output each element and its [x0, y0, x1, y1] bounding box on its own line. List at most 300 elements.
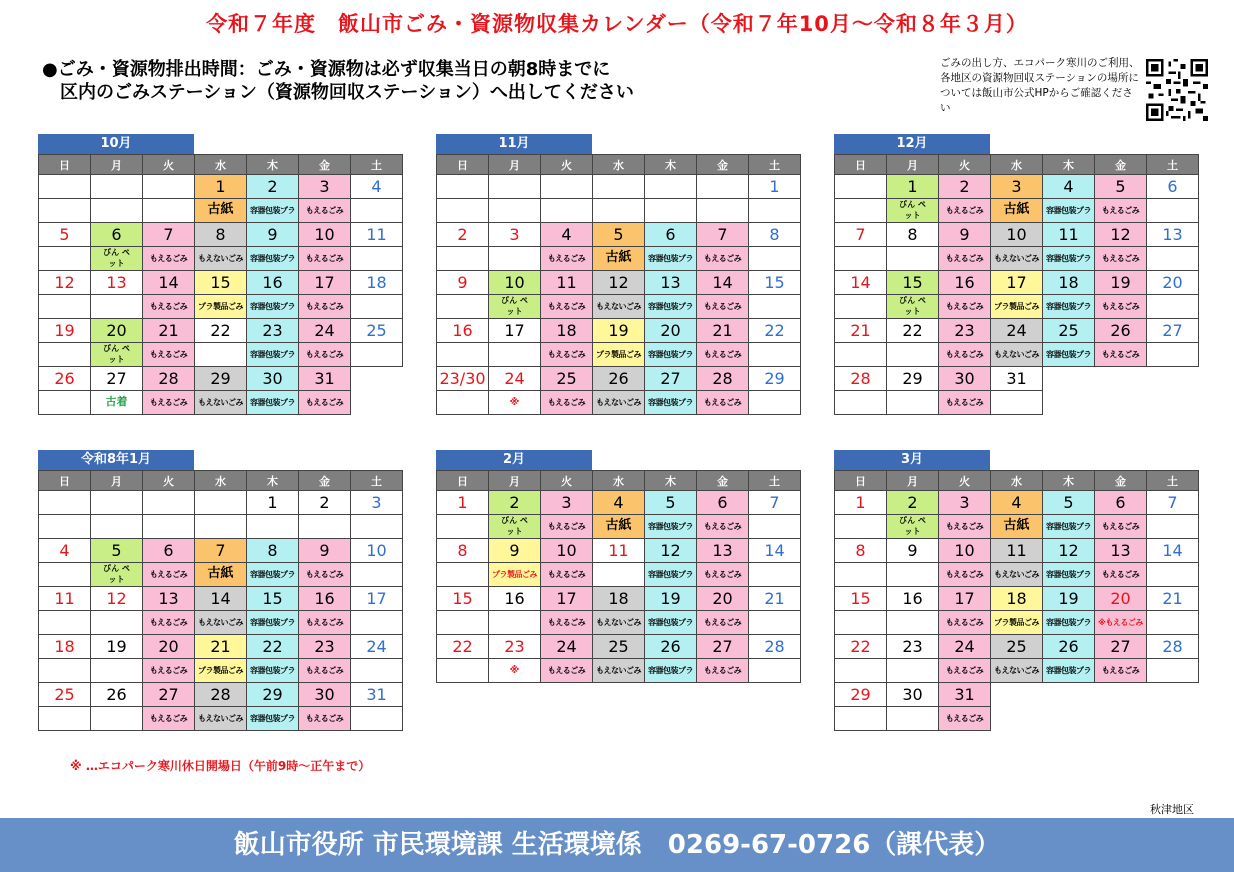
weekday-header: 土 — [749, 155, 801, 175]
collection-type: もえるごみ — [149, 713, 188, 723]
collection-label — [489, 199, 541, 223]
collection-type: 容器包装プラ — [1046, 253, 1091, 263]
weekday-header: 木 — [645, 471, 697, 491]
week-label-row — [437, 515, 801, 539]
collection-type: ※ — [509, 397, 520, 408]
collection-label — [887, 515, 939, 539]
collection-label — [1147, 247, 1199, 271]
collection-label — [143, 247, 195, 271]
collection-label — [991, 563, 1043, 587]
collection-label — [991, 247, 1043, 271]
collection-type: もえるごみ — [1101, 253, 1140, 263]
collection-type: もえるごみ — [149, 617, 188, 627]
week-label-row — [835, 391, 1199, 415]
date-cell: 12 — [1043, 539, 1095, 563]
weekday-header: 金 — [1095, 471, 1147, 491]
collection-type: もえるごみ — [945, 349, 984, 359]
weekday-header: 火 — [541, 471, 593, 491]
collection-label — [835, 391, 887, 415]
date-cell: 7 — [835, 223, 887, 247]
week-label-row — [39, 707, 403, 731]
weekday-header: 水 — [593, 471, 645, 491]
date-cell: 16 — [247, 271, 299, 295]
weekday-header: 土 — [1147, 471, 1199, 491]
date-cell: 25 — [991, 635, 1043, 659]
date-cell: 1 — [749, 175, 801, 199]
date-cell — [835, 175, 887, 199]
date-cell: 29 — [749, 367, 801, 391]
weekday-header: 木 — [1043, 471, 1095, 491]
date-cell: 13 — [697, 539, 749, 563]
date-cell: 8 — [247, 539, 299, 563]
collection-label — [541, 199, 593, 223]
collection-label — [143, 295, 195, 319]
calendar-table — [436, 154, 801, 415]
date-cell: 8 — [887, 223, 939, 247]
collection-label — [195, 659, 247, 683]
date-cell: 9 — [247, 223, 299, 247]
week-date-row — [835, 587, 1199, 611]
collection-label — [541, 563, 593, 587]
date-cell: 17 — [299, 271, 351, 295]
date-cell: 25 — [593, 635, 645, 659]
date-cell: 24 — [939, 635, 991, 659]
blank-cell — [1147, 707, 1199, 731]
collection-label — [991, 515, 1043, 539]
date-cell: 29 — [835, 683, 887, 707]
date-cell: 28 — [195, 683, 247, 707]
page-title: 令和７年度 飯山市ごみ・資源物収集カレンダー（令和７年10月～令和８年３月） — [206, 12, 1028, 36]
date-cell: 29 — [195, 367, 247, 391]
date-cell: 22 — [749, 319, 801, 343]
date-cell: 30 — [939, 367, 991, 391]
date-cell: 12 — [593, 271, 645, 295]
week-date-row — [437, 319, 801, 343]
date-cell: 4 — [593, 491, 645, 515]
collection-label — [143, 563, 195, 587]
week-date-row — [39, 319, 403, 343]
date-cell: 18 — [541, 319, 593, 343]
date-cell: 2 — [437, 223, 489, 247]
collection-label — [939, 659, 991, 683]
date-cell: 27 — [697, 635, 749, 659]
collection-label — [887, 659, 939, 683]
date-cell: 5 — [1043, 491, 1095, 515]
week-label-row — [437, 343, 801, 367]
collection-label — [541, 247, 593, 271]
date-cell — [645, 175, 697, 199]
date-cell: 27 — [91, 367, 143, 391]
collection-type: びん ペット — [899, 516, 926, 536]
collection-label — [645, 611, 697, 635]
collection-label — [351, 659, 403, 683]
collection-type: もえるごみ — [1101, 205, 1140, 215]
date-cell: 25 — [351, 319, 403, 343]
collection-label — [91, 247, 143, 271]
collection-type: もえるごみ — [703, 397, 742, 407]
collection-type: もえるごみ — [945, 521, 984, 531]
collection-type: もえるごみ — [945, 253, 984, 263]
date-cell: 19 — [39, 319, 91, 343]
week-label-row — [39, 659, 403, 683]
date-cell: 19 — [593, 319, 645, 343]
collection-label — [835, 515, 887, 539]
date-cell: 10 — [939, 539, 991, 563]
month-title: 11月 — [436, 134, 592, 154]
week-date-row — [39, 683, 403, 707]
collection-label — [91, 199, 143, 223]
date-cell: 7 — [195, 539, 247, 563]
collection-label — [835, 563, 887, 587]
date-cell: 6 — [1147, 175, 1199, 199]
week-date-row — [437, 587, 801, 611]
date-cell: 13 — [143, 587, 195, 611]
date-cell: 18 — [593, 587, 645, 611]
date-cell: 22 — [835, 635, 887, 659]
collection-type: プラ製品ごみ — [994, 301, 1039, 311]
collection-label — [1147, 659, 1199, 683]
date-cell: 2 — [489, 491, 541, 515]
calendar-table — [834, 470, 1199, 731]
collection-type: もえるごみ — [703, 521, 742, 531]
collection-label — [351, 295, 403, 319]
date-cell: 30 — [299, 683, 351, 707]
date-cell: 30 — [887, 683, 939, 707]
collection-label — [1147, 611, 1199, 635]
weekday-header: 日 — [39, 471, 91, 491]
date-cell: 24 — [489, 367, 541, 391]
collection-label — [91, 611, 143, 635]
week-label-row — [39, 343, 403, 367]
calendar-month — [38, 134, 404, 415]
week-label-row — [437, 199, 801, 223]
collection-label — [835, 247, 887, 271]
date-cell: 10 — [351, 539, 403, 563]
collection-type: プラ製品ごみ — [198, 301, 243, 311]
collection-label — [835, 343, 887, 367]
weekday-header: 火 — [143, 471, 195, 491]
collection-label — [697, 199, 749, 223]
collection-label — [697, 247, 749, 271]
collection-label — [645, 343, 697, 367]
collection-type: もえるごみ — [305, 665, 344, 675]
collection-label — [1147, 515, 1199, 539]
collection-type: もえるごみ — [547, 349, 586, 359]
collection-type: 容器包装プラ — [250, 569, 295, 579]
collection-label — [489, 247, 541, 271]
date-cell — [195, 491, 247, 515]
collection-type: 古紙 — [207, 566, 234, 581]
collection-type: もえないごみ — [596, 397, 641, 407]
date-cell — [143, 175, 195, 199]
date-cell: 2 — [939, 175, 991, 199]
website-note: ごみの出し方、エコパーク寒川のご利用、各地区の資源物回収ステーションの場所については飯山市公式HPからご確認ください — [940, 57, 1140, 114]
collection-label — [835, 199, 887, 223]
week-label-row — [835, 563, 1199, 587]
weekday-header-row — [437, 155, 801, 175]
collection-label — [437, 199, 489, 223]
date-cell: 11 — [39, 587, 91, 611]
date-cell: 25 — [1043, 319, 1095, 343]
date-cell: 7 — [749, 491, 801, 515]
collection-type: 古着 — [105, 395, 128, 408]
collection-label — [697, 659, 749, 683]
date-cell: 19 — [1043, 587, 1095, 611]
collection-label — [195, 563, 247, 587]
date-cell: 27 — [1147, 319, 1199, 343]
collection-type: 容器包装プラ — [1046, 569, 1091, 579]
collection-type: 容器包装プラ — [250, 349, 295, 359]
collection-type: 容器包装プラ — [1046, 301, 1091, 311]
blank-cell — [1095, 367, 1147, 391]
date-cell: 10 — [541, 539, 593, 563]
blank-cell — [1043, 683, 1095, 707]
collection-label — [645, 515, 697, 539]
date-cell: 13 — [91, 271, 143, 295]
date-cell: 22 — [247, 635, 299, 659]
collection-type: 容器包装プラ — [648, 397, 693, 407]
collection-label — [541, 515, 593, 539]
calendar-month — [834, 450, 1200, 731]
blank-cell — [1043, 391, 1095, 415]
collection-label — [143, 659, 195, 683]
date-cell: 26 — [39, 367, 91, 391]
collection-type: プラ製品ごみ — [994, 617, 1039, 627]
collection-type: ※ — [509, 665, 520, 676]
week-date-row — [835, 539, 1199, 563]
date-cell: 12 — [91, 587, 143, 611]
collection-label — [939, 343, 991, 367]
weekday-header: 水 — [991, 471, 1043, 491]
date-cell: 3 — [939, 491, 991, 515]
collection-label — [1095, 295, 1147, 319]
collection-type: もえないごみ — [596, 617, 641, 627]
month-title: 3月 — [834, 450, 990, 470]
date-cell: 10 — [991, 223, 1043, 247]
week-date-row — [39, 367, 403, 391]
date-cell: 31 — [991, 367, 1043, 391]
date-cell: 31 — [351, 683, 403, 707]
collection-label — [541, 343, 593, 367]
date-cell: 9 — [437, 271, 489, 295]
date-cell: 21 — [143, 319, 195, 343]
qr-code-icon[interactable] — [1146, 59, 1208, 121]
collection-type: 古紙 — [1003, 518, 1030, 533]
week-date-row — [437, 367, 801, 391]
date-cell: 26 — [593, 367, 645, 391]
collection-type: 容器包装プラ — [250, 713, 295, 723]
collection-label — [593, 563, 645, 587]
weekday-header: 月 — [887, 155, 939, 175]
collection-type: もえるごみ — [149, 349, 188, 359]
date-cell — [39, 491, 91, 515]
collection-label — [645, 391, 697, 415]
date-cell: 7 — [1147, 491, 1199, 515]
collection-type: もえるごみ — [305, 205, 344, 215]
collection-label — [939, 611, 991, 635]
collection-label — [887, 611, 939, 635]
date-cell: 13 — [645, 271, 697, 295]
date-cell — [541, 175, 593, 199]
collection-label — [1147, 199, 1199, 223]
date-cell: 28 — [749, 635, 801, 659]
collection-label — [39, 199, 91, 223]
weekday-header: 火 — [541, 155, 593, 175]
weekday-header: 水 — [195, 471, 247, 491]
date-cell: 14 — [749, 539, 801, 563]
collection-type: プラ製品ごみ — [596, 349, 641, 359]
collection-type: 容器包装プラ — [1046, 665, 1091, 675]
collection-type: もえないごみ — [994, 349, 1039, 359]
weekday-header: 木 — [1043, 155, 1095, 175]
collection-label — [489, 515, 541, 539]
date-cell: 3 — [541, 491, 593, 515]
collection-type: もえるごみ — [547, 665, 586, 675]
weekday-header: 土 — [1147, 155, 1199, 175]
collection-type: びん ペット — [501, 516, 528, 536]
date-cell: 7 — [143, 223, 195, 247]
collection-type: 容器包装プラ — [648, 665, 693, 675]
weekday-header: 金 — [299, 155, 351, 175]
collection-label — [697, 343, 749, 367]
date-cell — [697, 175, 749, 199]
month-title: 10月 — [38, 134, 194, 154]
weekday-header: 日 — [39, 155, 91, 175]
weekday-header: 木 — [247, 155, 299, 175]
collection-label — [593, 659, 645, 683]
weekday-header-row — [835, 155, 1199, 175]
collection-type: もえるごみ — [547, 521, 586, 531]
date-cell: 18 — [351, 271, 403, 295]
collection-label — [939, 563, 991, 587]
date-cell: 30 — [247, 367, 299, 391]
collection-label — [749, 563, 801, 587]
collection-label — [991, 611, 1043, 635]
date-cell: 22 — [887, 319, 939, 343]
date-cell: 22 — [195, 319, 247, 343]
collection-label — [143, 515, 195, 539]
date-cell: 22 — [437, 635, 489, 659]
collection-label — [697, 295, 749, 319]
weekday-header: 月 — [489, 155, 541, 175]
collection-label — [887, 343, 939, 367]
weekday-header: 土 — [749, 471, 801, 491]
date-cell: 28 — [1147, 635, 1199, 659]
date-cell: 24 — [991, 319, 1043, 343]
collection-label — [939, 295, 991, 319]
collection-type: 容器包装プラ — [648, 253, 693, 263]
collection-label — [541, 295, 593, 319]
collection-type: 古紙 — [605, 518, 632, 533]
collection-label — [39, 391, 91, 415]
collection-label — [593, 343, 645, 367]
week-label-row — [835, 295, 1199, 319]
date-cell: 23 — [299, 635, 351, 659]
collection-label — [299, 247, 351, 271]
week-label-row — [835, 611, 1199, 635]
collection-label — [195, 515, 247, 539]
weekday-header: 日 — [437, 155, 489, 175]
date-cell: 2 — [887, 491, 939, 515]
collection-label — [1043, 659, 1095, 683]
date-cell: 21 — [697, 319, 749, 343]
collection-label — [541, 611, 593, 635]
collection-label — [749, 199, 801, 223]
week-label-row — [39, 247, 403, 271]
weekday-header: 水 — [593, 155, 645, 175]
collection-label — [1095, 659, 1147, 683]
collection-type: もえないごみ — [994, 253, 1039, 263]
blank-cell — [991, 707, 1043, 731]
date-cell: 3 — [299, 175, 351, 199]
date-cell: 27 — [1095, 635, 1147, 659]
date-cell — [91, 491, 143, 515]
date-cell: 7 — [697, 223, 749, 247]
date-cell: 15 — [835, 587, 887, 611]
date-cell: 5 — [39, 223, 91, 247]
collection-label — [887, 199, 939, 223]
collection-label — [247, 515, 299, 539]
collection-label — [1043, 515, 1095, 539]
week-label-row — [39, 515, 403, 539]
collection-type: もえるごみ — [305, 349, 344, 359]
collection-label — [299, 343, 351, 367]
collection-label — [697, 391, 749, 415]
collection-label — [351, 343, 403, 367]
collection-type: もえないごみ — [596, 301, 641, 311]
collection-label — [939, 247, 991, 271]
date-cell: 5 — [1095, 175, 1147, 199]
collection-label — [593, 295, 645, 319]
date-cell — [39, 175, 91, 199]
date-cell: 21 — [1147, 587, 1199, 611]
week-label-row — [835, 707, 1199, 731]
week-label-row — [835, 199, 1199, 223]
date-cell — [143, 491, 195, 515]
collection-label — [645, 563, 697, 587]
week-date-row — [835, 491, 1199, 515]
collection-label — [39, 247, 91, 271]
date-cell: 25 — [39, 683, 91, 707]
collection-type: もえるごみ — [149, 253, 188, 263]
collection-type: 容器包装プラ — [250, 301, 295, 311]
date-cell: 12 — [1095, 223, 1147, 247]
date-cell: 5 — [593, 223, 645, 247]
collection-type: 容器包装プラ — [1046, 349, 1091, 359]
collection-type: もえるごみ — [149, 397, 188, 407]
collection-label — [1095, 563, 1147, 587]
collection-label — [749, 515, 801, 539]
collection-label — [645, 199, 697, 223]
collection-type: もえるごみ — [305, 617, 344, 627]
date-cell: 1 — [247, 491, 299, 515]
date-cell: 26 — [645, 635, 697, 659]
week-date-row — [437, 539, 801, 563]
collection-type: もえるごみ — [547, 253, 586, 263]
weekday-header: 日 — [835, 155, 887, 175]
collection-label — [939, 515, 991, 539]
footer-contact: 飯山市役所 市民環境課 生活環境係 0269-67-0726（課代表） — [0, 818, 1234, 872]
date-cell: 28 — [835, 367, 887, 391]
collection-label — [39, 515, 91, 539]
date-cell: 14 — [1147, 539, 1199, 563]
date-cell: 23 — [887, 635, 939, 659]
week-label-row — [835, 343, 1199, 367]
collection-label — [91, 707, 143, 731]
collection-label — [489, 659, 541, 683]
weekday-header: 火 — [939, 471, 991, 491]
collection-label — [593, 611, 645, 635]
